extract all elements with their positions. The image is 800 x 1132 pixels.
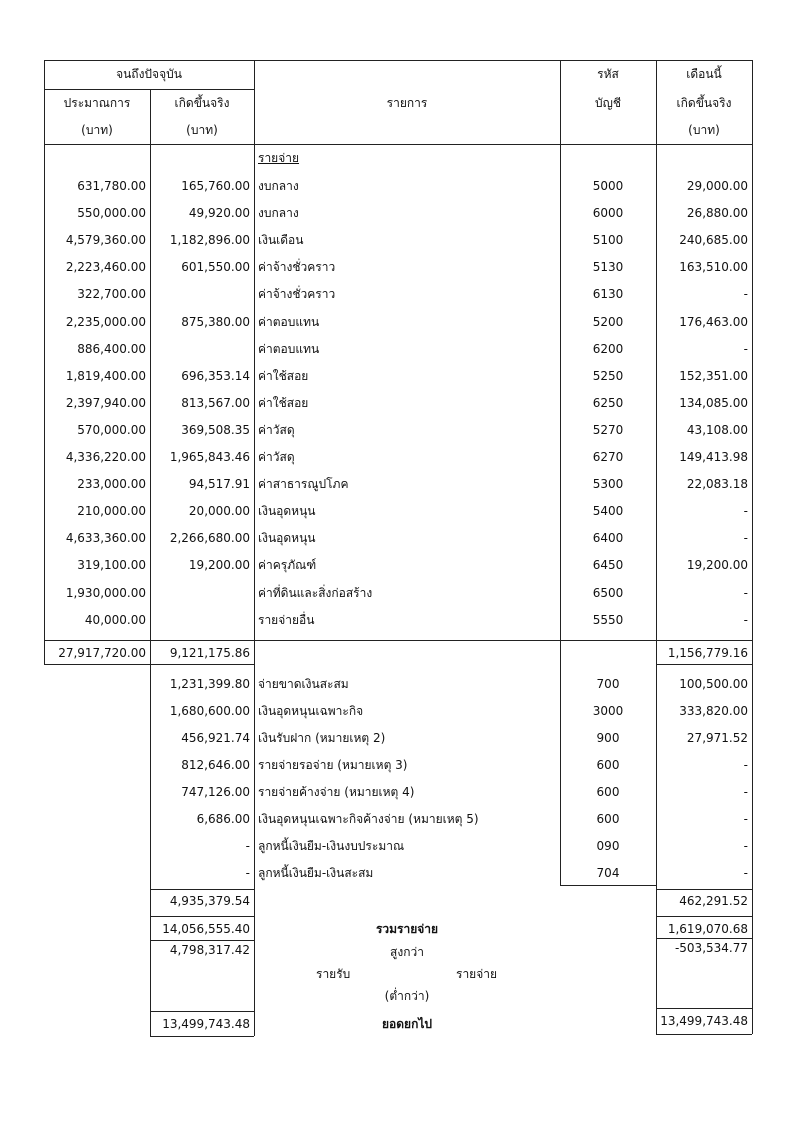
rule-carry-top-right [656,1008,752,1009]
expense-code-cell: 5270 [592,422,624,437]
expense-code-cell: 6450 [592,558,624,573]
expense-month-cell: 134,085.00 [679,395,748,410]
expense-item-cell: เงินเดือน [258,233,304,248]
expense-code-cell: 5400 [592,504,624,519]
other-code-cell: 600 [596,785,620,799]
rule-diff-top-left [150,940,254,941]
other-code-cell: 704 [596,866,620,880]
code-header-2: บัญชี [595,96,621,110]
rule-total-top-left [150,916,254,917]
diff-expense: รายจ่าย [456,967,498,981]
expense-estimate-cell: 210,000.00 [77,504,146,519]
expense-month-cell: 19,200.00 [686,558,748,573]
expense-actual-cell: 369,508.35 [181,422,250,437]
rule-carry-bottom-left [150,1036,254,1037]
total-actual: 14,056,555.40 [162,922,250,936]
diff-actual: 4,798,317.42 [169,943,250,957]
total-label: รวมรายจ่าย [375,922,439,936]
rule-col-estimate [150,89,151,664]
other-actual-cell: - [245,839,250,853]
expense-month-cell: - [743,531,748,546]
rule-col-right-lower [752,664,753,1034]
expense-code-cell: 5300 [592,477,624,492]
actual-unit: (บาท) [186,123,218,137]
expense-actual-cell: 1,182,896.00 [169,233,250,248]
expense-estimate-cell: 1,819,400.00 [65,368,146,383]
month-header: เดือนนี้ [686,67,722,81]
expense-actual-cell: 813,567.00 [181,395,250,410]
other-item-cell: ลูกหนี้เงินยืม-เงินสะสม [258,866,374,880]
other-code-cell: 700 [596,677,620,691]
other-subtotal-actual: 4,935,379.54 [169,894,250,908]
rule-diff-top-right [656,938,752,939]
estimate-header: ประมาณการ [63,96,131,110]
rule-total-top-right [656,916,752,917]
expense-actual-cell: 1,965,843.46 [169,450,250,464]
expense-item-cell: ค่าวัสดุ [258,450,295,464]
expense-item-cell: ค่าครุภัณฑ์ [258,558,317,573]
expense-item-cell: ค่าวัสดุ [258,422,295,437]
rule-subtotal-bottom-left [44,664,254,665]
other-actual-cell: - [245,866,250,880]
rule-other-top-right [656,889,752,890]
expense-actual-cell: 2,266,680.00 [169,531,250,546]
expense-code-cell: 5130 [592,260,624,275]
expense-actual-cell: 875,380.00 [181,314,250,329]
expense-item-cell: งบกลาง [258,206,299,221]
expense-estimate-cell: 550,000.00 [77,206,146,221]
expense-estimate-cell: 2,235,000.00 [65,314,146,329]
expense-estimate-cell: 4,336,220.00 [65,450,146,464]
code-header-1: รหัส [597,67,619,81]
rule-carry-top-left [150,1011,254,1012]
rule-col-items-lower [254,664,255,1036]
expense-code-cell: 6000 [592,206,624,221]
expense-month-cell: - [743,585,748,600]
items-header: รายการ [386,96,428,110]
expense-item-cell: เงินอุดหนุน [258,531,316,546]
other-month-cell: 100,500.00 [679,677,748,691]
rule-col-actual-left [150,664,151,1036]
expense-month-cell: 176,463.00 [679,314,748,329]
other-item-cell: จ่ายขาดเงินสะสม [258,677,349,691]
other-item-cell: รายจ่ายรอจ่าย (หมายเหตุ 3) [258,758,408,772]
expense-code-cell: 5200 [592,314,624,329]
carry-actual: 13,499,743.48 [162,1017,250,1031]
other-month-cell: 27,971.52 [686,731,748,745]
other-item-cell: เงินอุดหนุนเฉพาะกิจค้างจ่าย (หมายเหตุ 5) [258,812,479,826]
expense-estimate-cell: 322,700.00 [77,287,146,302]
expense-actual-cell: 19,200.00 [188,558,250,573]
carry-label: ยอดยกไป [382,1017,432,1031]
expense-item-cell: งบกลาง [258,179,299,193]
other-item-cell: เงินรับฝาก (หมายเหตุ 2) [258,731,386,745]
expense-actual-cell: 49,920.00 [188,206,250,221]
expense-code-cell: 6130 [592,287,624,302]
rule-carry-bottom-right [656,1034,752,1035]
expense-actual-cell: 20,000.00 [188,504,250,519]
other-month-cell: - [743,812,748,826]
other-actual-cell: 6,686.00 [196,812,250,826]
expense-estimate-cell: 4,633,360.00 [65,531,146,546]
other-actual-cell: 456,921.74 [181,731,250,745]
expense-actual-cell: 165,760.00 [181,179,250,193]
expense-code-cell: 6270 [592,450,624,464]
expense-estimate-cell: 631,780.00 [77,179,146,193]
expense-estimate-cell: 2,223,460.00 [65,260,146,275]
other-item-cell: รายจ่ายค้างจ่าย (หมายเหตุ 4) [258,785,415,799]
other-month-cell: - [743,866,748,880]
expense-month-cell: - [743,504,748,519]
other-code-cell: 900 [596,731,620,745]
other-subtotal-month: 462,291.52 [679,894,748,908]
estimate-unit: (บาท) [81,123,113,137]
rule-col-code [560,60,561,885]
expense-estimate-cell: 886,400.00 [77,341,146,356]
month-actual-header: เกิดขึ้นจริง [676,96,732,110]
expense-code-cell: 6500 [592,585,624,600]
other-code-cell: 3000 [592,704,624,718]
expense-item-cell: ค่าจ้างชั่วคราว [258,260,336,275]
other-month-cell: - [743,758,748,772]
other-month-cell: - [743,785,748,799]
rule-code-bottom [560,885,656,886]
expense-estimate-cell: 1,930,000.00 [65,585,146,600]
to-date-header: จนถึงปัจจุบัน [116,67,182,81]
expense-month-cell: 149,413.98 [679,450,748,464]
expense-month-cell: 22,083.18 [686,477,748,492]
expense-code-cell: 5100 [592,233,624,248]
other-item-cell: ลูกหนี้เงินยืม-เงินงบประมาณ [258,839,405,853]
subtotal-month: 1,156,779.16 [667,646,748,660]
expense-month-cell: - [743,612,748,627]
expense-item-cell: ค่าจ้างชั่วคราว [258,287,336,302]
other-actual-cell: 1,231,399.80 [169,677,250,691]
other-code-cell: 090 [596,839,620,853]
expense-month-cell: 152,351.00 [679,368,748,383]
expense-item-cell: ค่าสาธารณูปโภค [258,477,349,492]
expense-estimate-cell: 233,000.00 [77,477,146,492]
other-actual-cell: 747,126.00 [181,785,250,799]
expense-item-cell: เงินอุดหนุน [258,504,316,519]
expense-month-cell: 26,880.00 [686,206,748,221]
rule-subtotal-bottom-right [656,664,752,665]
expense-estimate-cell: 4,579,360.00 [65,233,146,248]
expense-month-cell: 43,108.00 [686,422,748,437]
rule-col-month [656,60,657,1034]
expense-item-cell: รายจ่ายอื่น [258,612,315,627]
expense-item-cell: ค่าตอบแทน [258,341,320,356]
other-item-cell: เงินอุดหนุนเฉพาะกิจ [258,704,364,718]
diff-month: -503,534.77 [674,941,748,955]
rule-subheader [44,89,254,90]
actual-header: เกิดขึ้นจริง [174,96,230,110]
diff-revenue: รายรับ [316,967,351,981]
expense-code-cell: 6250 [592,395,624,410]
expense-month-cell: - [743,287,748,302]
other-code-cell: 600 [596,758,620,772]
section-title: รายจ่าย [258,151,300,165]
rule-col-left [44,60,45,664]
other-month-cell: - [743,839,748,853]
expense-code-cell: 6400 [592,531,624,546]
total-month: 1,619,070.68 [667,922,748,936]
expense-month-cell: 29,000.00 [686,179,748,193]
diff-higher: สูงกว่า [390,945,424,959]
expense-code-cell: 5000 [592,179,624,193]
other-month-cell: 333,820.00 [679,704,748,718]
expense-actual-cell: 696,353.14 [181,368,250,383]
expense-month-cell: 240,685.00 [679,233,748,248]
rule-other-top-left [150,889,254,890]
expense-estimate-cell: 2,397,940.00 [65,395,146,410]
expense-item-cell: ค่าตอบแทน [258,314,320,329]
expense-month-cell: - [743,341,748,356]
expense-item-cell: ค่าใช้สอย [258,368,309,383]
rule-top [44,60,752,61]
other-actual-cell: 1,680,600.00 [169,704,250,718]
other-code-cell: 600 [596,812,620,826]
expense-month-cell: 163,510.00 [679,260,748,275]
carry-month: 13,499,743.48 [660,1014,748,1028]
rule-col-items [254,60,255,664]
expense-item-cell: ค่าใช้สอย [258,395,309,410]
diff-lower: (ต่ำกว่า) [384,989,430,1003]
subtotal-actual: 9,121,175.86 [169,646,250,660]
expense-actual-cell: 601,550.00 [181,260,250,275]
expense-code-cell: 5550 [592,612,624,627]
expense-actual-cell: 94,517.91 [188,477,250,492]
expense-item-cell: ค่าที่ดินและสิ่งก่อสร้าง [258,585,373,600]
expense-estimate-cell: 319,100.00 [77,558,146,573]
expense-code-cell: 6200 [592,341,624,356]
expense-estimate-cell: 570,000.00 [77,422,146,437]
subtotal-estimate: 27,917,720.00 [58,646,146,660]
month-unit: (บาท) [688,123,720,137]
expense-code-cell: 5250 [592,368,624,383]
expense-estimate-cell: 40,000.00 [84,612,146,627]
other-actual-cell: 812,646.00 [181,758,250,772]
rule-col-right [752,60,753,664]
